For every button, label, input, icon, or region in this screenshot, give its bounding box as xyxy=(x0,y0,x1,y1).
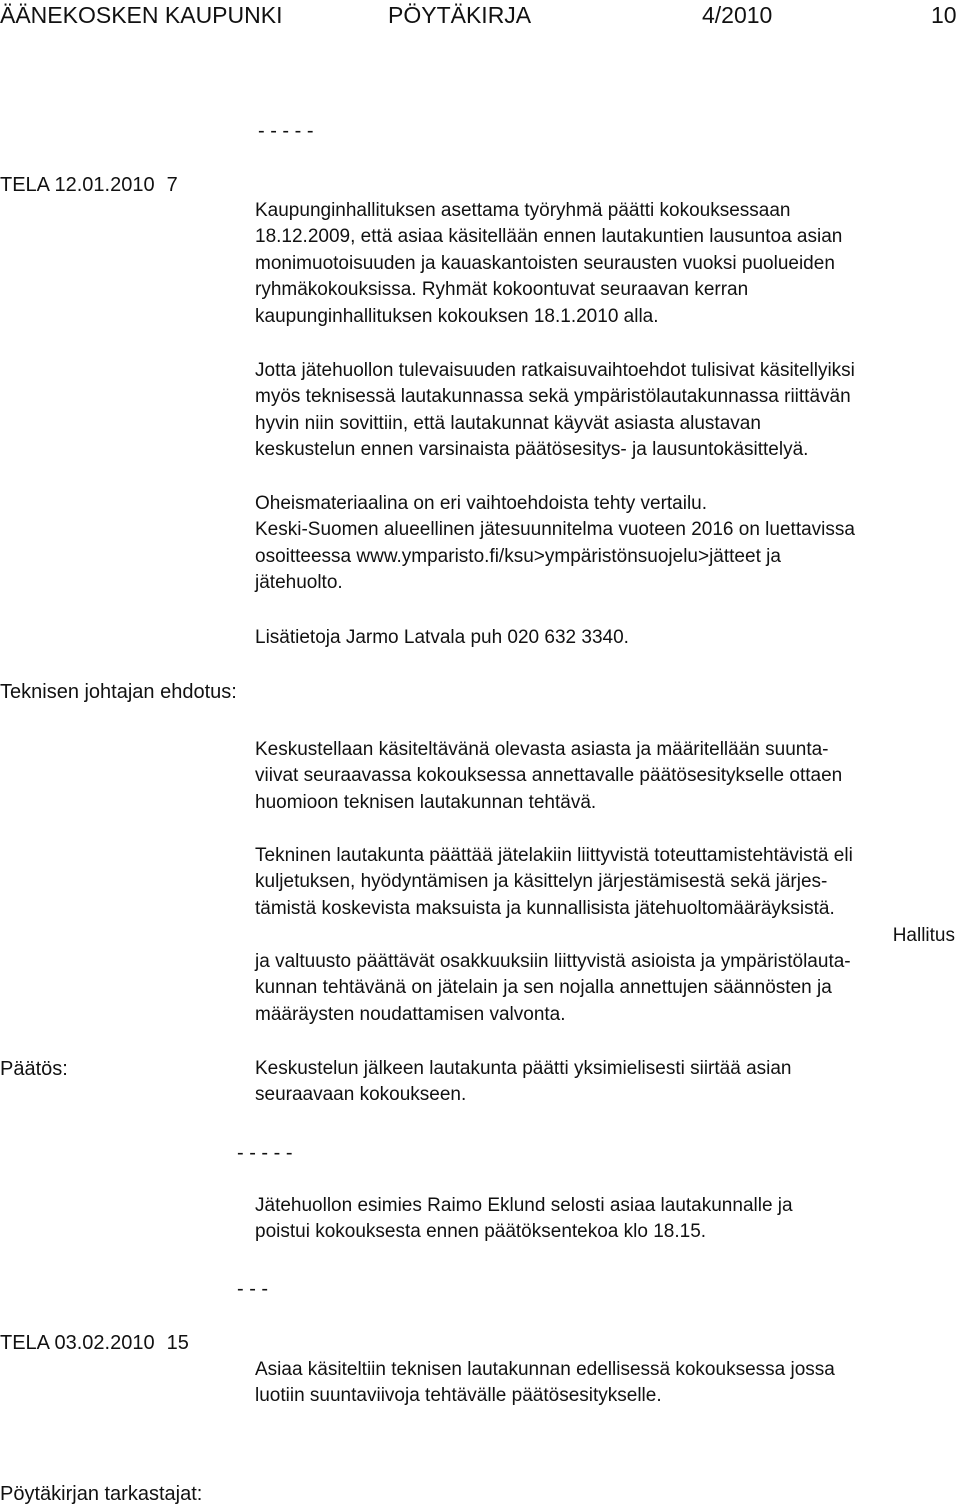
separator: - - - - - xyxy=(237,1142,293,1164)
organization-name: ÄÄNEKOSKEN KAUPUNKI xyxy=(0,2,283,28)
paragraph: Kaupunginhallituksen asettama työryhmä päätti kokouksessaan 18.12.2009, että asiaa käsitellään ennen lautakuntien lausuntoa asian monimuotoisuuden ja kauaskantoisten seurausten vuoksi puolueiden ryhmäkokouksissa. Ryhmät kokoontuvat seuraavan kerran kaupunginhallituksen kokouksen 18.1.2010 alla. xyxy=(255,200,843,327)
meeting-reference xyxy=(0,172,178,198)
paragraph: Tekninen lautakunta päättää jätelakiin liittyvistä toteuttamistehtävistä eli kuljetuksen, hyödyntämisen ja käsittelyn järjestämisestä sekä järjes- tämistä koskevista maksuista ja kunnallisista jätehuoltomääräyksistä. xyxy=(255,845,853,919)
paragraph: Jätehuollon esimies Raimo Eklund selosti asiaa lautakunnalle ja poistui kokouksesta ennen päätöksentekoa klo 18.15. xyxy=(255,1195,793,1243)
decision-text: Keskustelun jälkeen lautakunta päätti yksimielisesti siirtää asian seuraavaan kokoukseen. xyxy=(255,1058,792,1106)
page-number: 10 xyxy=(931,2,957,28)
paragraph: Asiaa käsiteltiin teknisen lautakunnan edellisessä kokouksessa jossa luotiin suuntaviivoja tehtävälle päätösesitykselle. xyxy=(255,1359,835,1407)
document-number: 4/2010 xyxy=(702,2,773,28)
proposal-label: Teknisen johtajan ehdotus: xyxy=(0,681,237,703)
paragraph: Oheismateriaalina on eri vaihtoehdoista tehty vertailu. Keski-Suomen alueellinen jätesuunnitelma vuoteen 2016 on luettavissa osoitteessa www.ymparisto.fi/ksu>ympäristönsuojelu>jätteet ja jätehuolto. xyxy=(255,493,855,594)
section-number: 15 xyxy=(166,1332,189,1354)
document-type: PÖYTÄKIRJA xyxy=(388,2,532,28)
decision-label: Päätös: xyxy=(0,1058,68,1080)
paragraph: ja valtuusto päättävät osakkuuksiin liittyvistä asioista ja ympäristölauta- kunnan tehtävänä on jätelain ja sen nojalla annettujen säännösten ja määräysten noudattamisen valvonta. xyxy=(255,951,851,1025)
contact-info: Lisätietoja Jarmo Latvala puh 020 632 3340. xyxy=(255,627,629,648)
inspectors-label: Pöytäkirjan tarkastajat: xyxy=(0,1483,203,1505)
section-number: 7 xyxy=(166,174,178,196)
reference-date: TELA 12.01.2010 xyxy=(0,174,155,196)
separator: - - - xyxy=(237,1278,269,1300)
meeting-reference xyxy=(0,1330,189,1356)
reference-date: TELA 03.02.2010 xyxy=(0,1332,155,1354)
paragraph-fragment: Hallitus xyxy=(892,925,955,946)
separator: - - - - - xyxy=(258,120,314,142)
paragraph: Jotta jätehuollon tulevaisuuden ratkaisuvaihtoehdot tulisivat käsitellyiksi myös teknisessä lautakunnassa sekä ympäristölautakunnassa riittävän hyvin niin sovittiin, että lautakunnat käyvät asiasta alustavan keskustelun ennen varsinaista päätösesitys- ja lausuntokäsittelyä. xyxy=(255,360,855,461)
proposal-text: Keskustellaan käsiteltävänä olevasta asiasta ja määritellään suunta- viivat seuraavassa kokouksessa annettavalle päätösesitykselle ottaen huomioon teknisen lautakunnan tehtävä. xyxy=(255,739,843,813)
